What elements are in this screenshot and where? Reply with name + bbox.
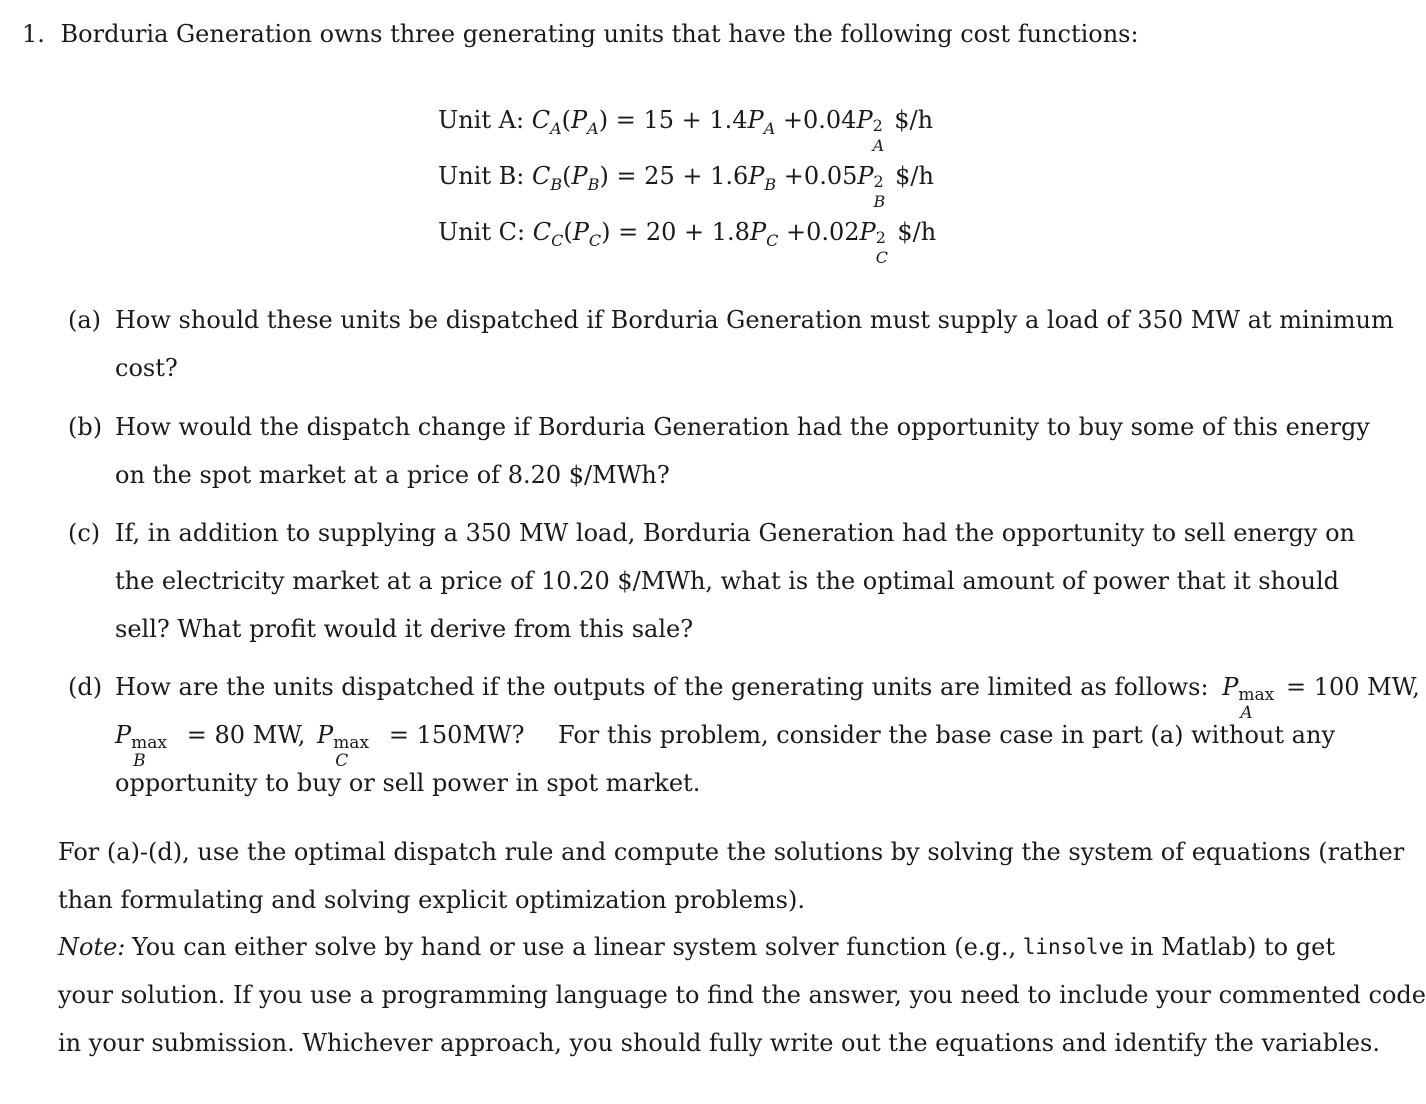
part-c-line-3: sell? What profit would it derive from this sale? [115,615,694,643]
part-c-line-2: the electricity market at a price of 10.20 $/MWh, what is the optimal amount of power that it should [115,567,1339,595]
cost-function-unit-c: Unit C: $C_C(P_C) = 20 + 1.8P_C +0.02P$ 2 C $/h [438,218,937,267]
footer-line-2: than formulating and solving explicit optimization problems). [58,886,805,914]
part-a-line-2: cost? [115,354,178,382]
part-d-label: (d) [68,673,103,701]
part-a-label: (a) [68,306,102,334]
code-linsolve: linsolve [1022,935,1124,959]
problem-number: 1. [22,20,45,48]
part-b-line-1: How would the dispatch change if Borduria Generation had the opportunity to buy some of this energy [115,413,1370,441]
footer-line-1: For (a)-(d), use the optimal dispatch rule and compute the solutions by solving the system of equations (rather [58,838,1405,866]
cost-function-unit-b: Unit B: $C_B(P_B) = 25 + 1.6P_B +0.05P$ 2 B $/h [438,162,934,211]
part-d-line-2: P max B = 80 MW, P max C = 150MW? [115,721,525,771]
note-label: Note: [58,933,126,961]
note-line-3: in your submission. Whichever approach, you should fully write out the equations and identify the variables. [58,1029,1380,1057]
cost-function-unit-a: Unit A: $C_A(P_A) = 15 + 1.4P_A +0.04P$ 2 A $/h [438,106,934,155]
note-line-1: Note: You can either solve by hand or use a linear system solver function (e.g., linsolve in Matlab) to get [58,933,1335,961]
part-d-line-1: How are the units dispatched if the outputs of the generating units are limited as follows: P max A = 100 MW, [115,673,1420,723]
part-d-line-3: opportunity to buy or sell power in spot market. [115,769,701,797]
part-c-label: (c) [68,519,101,547]
part-b-line-2: on the spot market at a price of 8.20 $/MWh? [115,461,670,489]
part-a-line-1: How should these units be dispatched if Borduria Generation must supply a load of 350 MW at minimum [115,306,1394,334]
part-c-line-1: If, in addition to supplying a 350 MW load, Borduria Generation had the opportunity to sell energy on [115,519,1355,547]
part-d-line-2-rest: For this problem, consider the base case in part (a) without any [558,721,1335,749]
part-b-label: (b) [68,413,103,441]
note-line-2: your solution. If you use a programming language to find the answer, you need to include your commented code [58,981,1426,1009]
problem-intro-line [22,20,1139,48]
problem-intro: Borduria Generation owns three generating units that have the following cost functions: [60,20,1139,48]
